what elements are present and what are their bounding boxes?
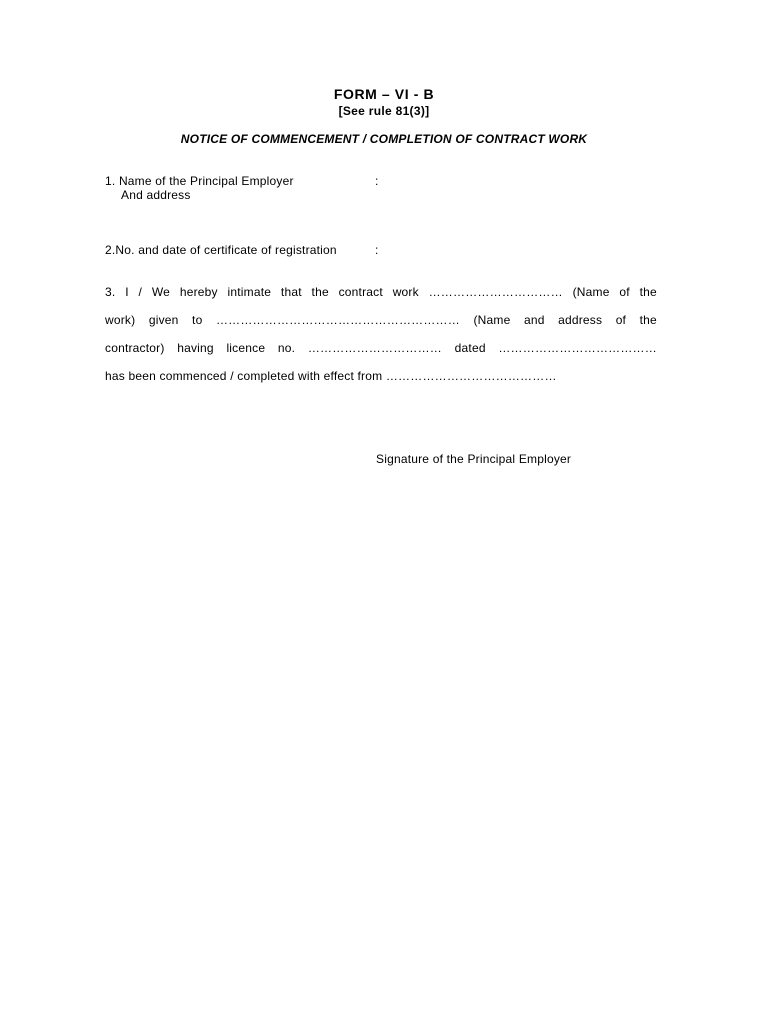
- notice-heading: NOTICE OF COMMENCEMENT / COMPLETION OF CONTRACT WORK: [180, 132, 588, 146]
- word: having: [177, 341, 214, 355]
- word: hereby: [179, 285, 218, 299]
- contractor-name-blank: ……………………………………………………: [215, 313, 460, 327]
- word: work: [392, 285, 419, 299]
- word: contract: [338, 285, 383, 299]
- rule-reference: [See rule 81(3)]: [338, 104, 430, 118]
- licence-number-blank: ……………………………: [307, 341, 443, 355]
- word: that: [280, 285, 302, 299]
- intimation-paragraph: [105, 285, 657, 397]
- word: licence: [226, 341, 266, 355]
- word: given: [148, 313, 179, 327]
- item2-label: 2.No. and date of certificate of registration: [105, 243, 337, 257]
- word: /: [138, 285, 143, 299]
- word: intimate: [227, 285, 272, 299]
- licence-date-blank: …………………………………: [498, 341, 657, 355]
- word: (Name: [572, 285, 610, 299]
- item1-label-address: And address: [121, 188, 191, 202]
- word: no.: [277, 341, 296, 355]
- word: and: [523, 313, 545, 327]
- word: of: [615, 313, 627, 327]
- word: work): [105, 313, 136, 327]
- word: (Name: [473, 313, 511, 327]
- word: dated: [454, 341, 486, 355]
- item1-label: 1. Name of the Principal Employer: [105, 174, 294, 188]
- signature-label: Signature of the Principal Employer: [376, 452, 572, 466]
- paragraph-line-2: [105, 313, 657, 341]
- word: 3.: [105, 285, 116, 299]
- word: to: [192, 313, 203, 327]
- word: We: [151, 285, 171, 299]
- paragraph-line-4: has been commenced / completed with effect from ……………………………………: [105, 369, 557, 383]
- item1-colon: :: [375, 174, 379, 188]
- form-title: FORM – VI - B: [333, 86, 435, 102]
- paragraph-line-1: [105, 285, 657, 313]
- word: contractor): [105, 341, 165, 355]
- word: of: [619, 285, 630, 299]
- word: the: [311, 285, 329, 299]
- word: address: [558, 313, 603, 327]
- word: I: [125, 285, 129, 299]
- word: the: [639, 285, 657, 299]
- item2-colon: :: [375, 243, 379, 257]
- word: the: [639, 313, 657, 327]
- work-name-blank: ……………………………: [428, 285, 563, 299]
- paragraph-line-3: [105, 341, 657, 369]
